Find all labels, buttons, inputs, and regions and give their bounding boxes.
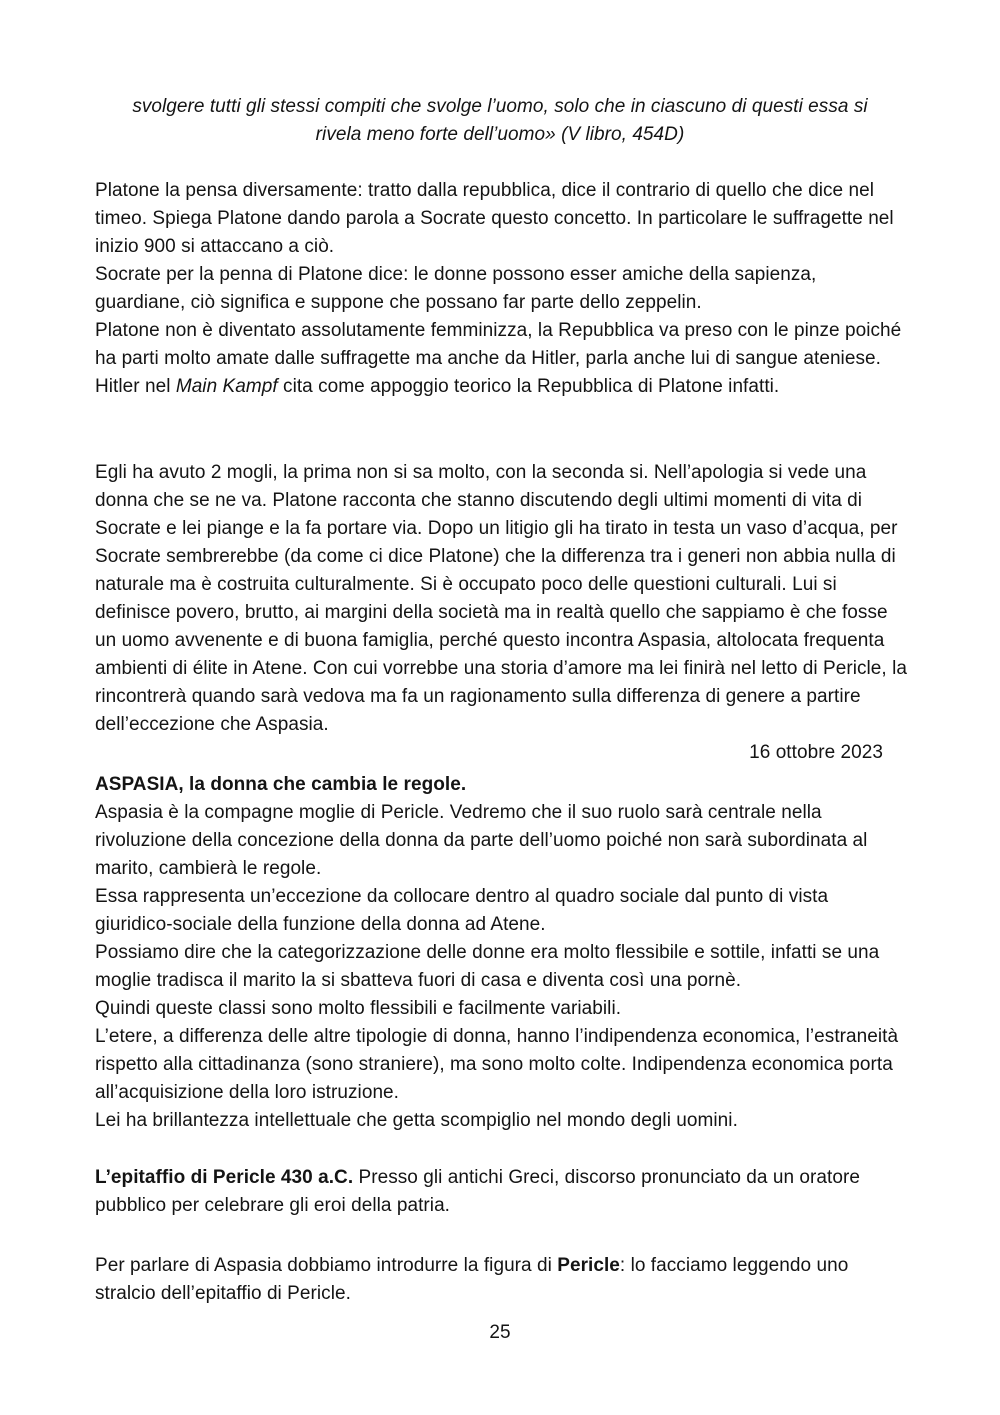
page-number: 25: [489, 1322, 511, 1343]
paragraph: Essa rappresenta un’eccezione da collocare dentro al quadro sociale dal punto di vista giuridico-sociale della funzione della donna ad Atene.: [95, 886, 829, 935]
text-run: Presso gli antichi Greci, discorso pronunciato da un oratore pubblico per celebrare gli eroi della patria.: [95, 1167, 860, 1216]
quote-line: rivela meno forte dell’uomo» (V libro, 454D): [315, 124, 685, 145]
text-run: Per parlare di Aspasia dobbiamo introdurre la figura di: [95, 1255, 558, 1276]
paragraph: Possiamo dire che la categorizzazione delle donne era molto flessibile e sottile, infatti se una moglie tradisca il marito la si sbatteva fuori di casa e diventa così una pornè.: [95, 942, 880, 991]
lesson-date: 16 ottobre 2023: [749, 742, 883, 763]
book-title: Main Kampf: [175, 376, 278, 397]
text-run: Platone non è diventato assolutamente femminizza, la Repubblica va preso con le pinze poiché ha parti molto amate dalle suffragette ma anche da Hitler, parla anche lui di sangue ateniese. Hitler nel: [95, 320, 902, 397]
paragraph: [95, 1252, 907, 1308]
paragraph: L’etere, a differenza delle altre tipologie di donna, hanno l’indipendenza economica, l’estraneità rispetto alla cittadinanza (sono straniere), ma sono molto colte. Indipendenza economica porta all’acquisizione della loro istruzione.: [95, 1026, 899, 1103]
text-run: : lo facciamo leggendo uno stralcio dell’epitaffio di Pericle.: [95, 1255, 849, 1304]
pericle-section: [95, 1252, 907, 1308]
quote-block: [95, 93, 905, 149]
paragraph: Platone la pensa diversamente: tratto dalla repubblica, dice il contrario di quello che dice nel timeo. Spiega Platone dando parola a Socrate questo concetto. In particolare le suffragette nel inizio 900 si attaccano a ciò.: [95, 180, 894, 257]
quote-line: svolgere tutti gli stessi compiti che svolge l’uomo, solo che in ciascuno di questi essa si: [132, 96, 868, 117]
epitaffio-title: L’epitaffio di Pericle 430 a.C.: [95, 1167, 354, 1188]
paragraph: Socrate per la penna di Platone dice: le donne possono esser amiche della sapienza, guardiane, ciò significa e suppone che possano far parte dello zeppelin.: [95, 264, 817, 313]
epitaffio-section: [95, 1164, 907, 1220]
paragraph: Quindi queste classi sono molto flessibili e facilmente variabili.: [95, 998, 622, 1019]
pericle-name: Pericle: [557, 1255, 620, 1276]
paragraph: [95, 1164, 907, 1220]
aspasia-section: [95, 771, 907, 1135]
paragraph: Aspasia è la compagne moglie di Pericle. Vedremo che il suo ruolo sarà centrale nella rivoluzione della concezione della donna da parte dell’uomo poiché non sarà subordinata al marito, cambierà le regole.: [95, 802, 868, 879]
text-run: cita come appoggio teorico la Repubblica di Platone infatti.: [277, 376, 780, 397]
paragraph: [95, 317, 907, 401]
platone-section: [95, 177, 907, 401]
section-heading: ASPASIA, la donna che cambia le regole.: [95, 774, 467, 795]
mogli-section: [95, 459, 907, 739]
paragraph: Egli ha avuto 2 mogli, la prima non si sa molto, con la seconda si. Nell’apologia si vede una donna che se ne va. Platone racconta che stanno discutendo degli ultimi momenti di vita di Socrate e lei piange e la fa portare via. Dopo un litigio gli ha tirato in testa un vaso d’acqua, per Socrate sembrerebbe (da come ci dice Platone) che la differenza tra i generi non abbia nulla di naturale ma è costruita culturalmente. Si è occupato poco delle questioni culturali. Lui si definisce povero, brutto, ai margini della società ma in realtà quello che sappiamo è che fosse un uomo avvenente e di buona famiglia, perché questo incontra Aspasia, altolocata frequenta ambienti di élite in Atene. Con cui vorrebbe una storia d’amore ma lei finirà nel letto di Pericle, la rincontrerà quando sarà vedova ma fa un ragionamento sulla differenza di genere a partire dell’eccezione che Aspasia.: [95, 462, 907, 735]
paragraph: Lei ha brillantezza intellettuale che getta scompiglio nel mondo degli uomini.: [95, 1110, 738, 1131]
